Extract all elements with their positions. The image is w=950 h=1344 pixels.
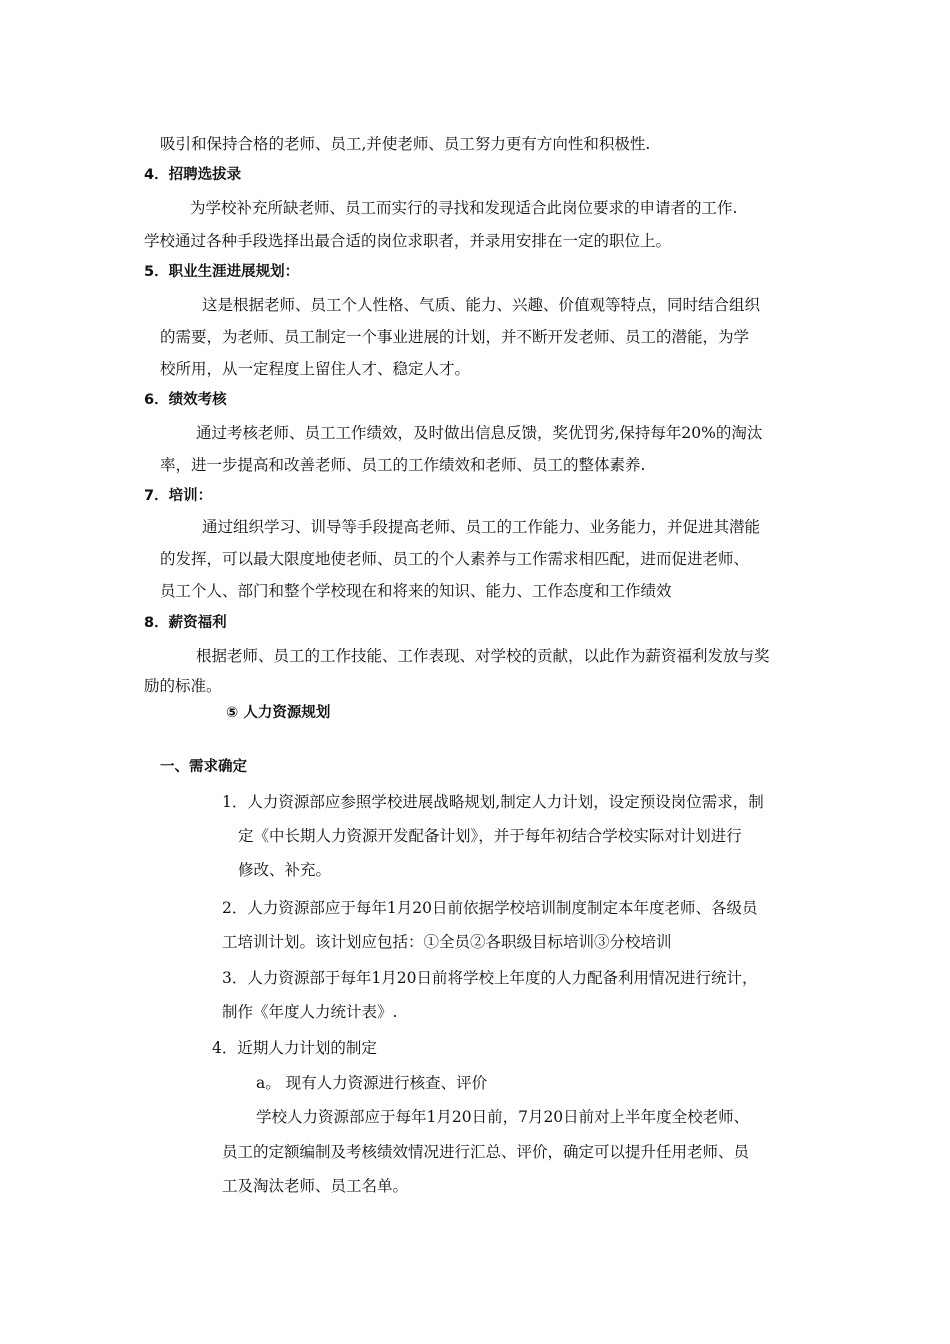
- text-line: 励的标准。: [144, 677, 222, 695]
- text-line: 工培训计划。该计划应包括：①全员②各职级目标培训③分校培训: [222, 933, 672, 951]
- text-line: 定《中长期人力资源开发配备计划》，并于每年初结合学校实际对计划进行: [238, 827, 742, 845]
- text-line: 校所用，从一定程度上留住人才、稳定人才。: [160, 360, 471, 378]
- text-line: 学校通过各种手段选择出最合适的岗位求职者，并录用安排在一定的职位上。: [144, 232, 672, 250]
- text-line: 2．人力资源部应于每年1月20日前依据学校培训制度制定本年度老师、各级员: [222, 899, 758, 917]
- section-heading: 4．招聘选拔录: [144, 167, 242, 183]
- text-line: 员工个人、部门和整个学校现在和将来的知识、能力、工作态度和工作绩效: [160, 582, 672, 600]
- text-line: 为学校补充所缺老师、员工而实行的寻找和发现适合此岗位要求的申请者的工作.: [190, 199, 738, 217]
- text-line: 3．人力资源部于每年1月20日前将学校上年度的人力配备利用情况进行统计，: [222, 969, 758, 987]
- text-line: 根据老师、员工的工作技能、工作表现、对学校的贡献，以此作为薪资福利发放与奖: [196, 647, 770, 665]
- text-line: 率，进一步提高和改善老师、员工的工作绩效和老师、员工的整体素养.: [160, 456, 646, 474]
- text-line: 的发挥，可以最大限度地使老师、员工的个人素养与工作需求相匹配，进而促进老师、: [160, 550, 750, 568]
- text-line: 通过组织学习、训导等手段提高老师、员工的工作能力、业务能力，并促进其潜能: [202, 518, 761, 536]
- text-line: a。 现有人力资源进行核查、评价: [256, 1074, 488, 1092]
- text-line: 制作《年度人力统计表》.: [222, 1003, 398, 1021]
- section-heading: 5．职业生涯进展规划：: [144, 264, 300, 280]
- text-line: 1．人力资源部应参照学校进展战略规划,制定人力计划，设定预设岗位需求，制: [222, 793, 764, 811]
- section-heading: 6．绩效考核: [144, 392, 227, 408]
- text-line: 的需要，为老师、员工制定一个事业进展的计划，并不断开发老师、员工的潜能，为学: [160, 328, 750, 346]
- text-line: 工及淘汰老师、员工名单。: [222, 1177, 409, 1195]
- text-line: 学校人力资源部应于每年1月20日前，7月20日前对上半年度全校老师、: [256, 1108, 750, 1126]
- text-line: 修改、补充。: [238, 861, 332, 879]
- text-line: 员工的定额编制及考核绩效情况进行汇总、评价，确定可以提升任用老师、员: [222, 1143, 750, 1161]
- text-line: 这是根据老师、员工个人性格、气质、能力、兴趣、价值观等特点，同时结合组织: [202, 296, 761, 314]
- section-heading: ⑤ 人力资源规划: [226, 705, 331, 721]
- text-line: 吸引和保持合格的老师、员工,并使老师、员工努力更有方向性和积极性.: [160, 135, 651, 153]
- text-line: 4．近期人力计划的制定: [212, 1039, 377, 1057]
- section-heading: 8．薪资福利: [144, 615, 227, 631]
- section-heading: 一、需求确定: [160, 759, 247, 775]
- text-line: 通过考核老师、员工工作绩效，及时做出信息反馈，奖优罚劣,保持每年20%的淘汰: [196, 424, 763, 442]
- section-heading: 7．培训：: [144, 488, 213, 504]
